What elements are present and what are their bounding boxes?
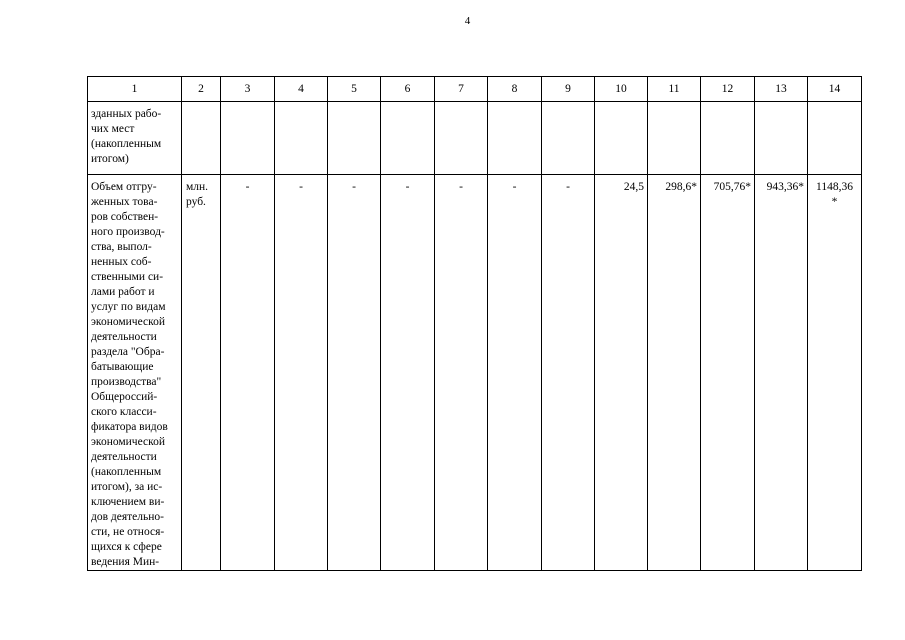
data-table [87,76,862,571]
value-cell: - [381,175,435,571]
value-cell [648,102,701,175]
column-header: 11 [648,77,701,102]
value-cell: - [221,175,275,571]
indicator-text: ров собствен- [91,211,159,223]
indicator-text: услуг по видам [91,301,166,313]
indicator-text: чих мест [91,123,135,135]
value-cell: - [275,175,328,571]
table-row [88,175,862,571]
indicator-text: батывающие [91,361,154,373]
value-cell: - [328,175,381,571]
column-header: 10 [595,77,648,102]
value-cell [381,102,435,175]
column-header: 12 [701,77,755,102]
column-header: 8 [488,77,542,102]
indicator-text: экономической [91,436,165,448]
value-cell [488,102,542,175]
value-cell: - [488,175,542,571]
page-number: 4 [464,15,471,27]
indicator-text: зданных рабо- [91,108,162,120]
indicator-text: итогом) [91,153,129,165]
table-row [88,102,862,175]
column-header: 6 [381,77,435,102]
value-cell [701,102,755,175]
indicator-text: сти, не относя- [91,526,165,538]
value-cell [328,102,381,175]
unit-cell [182,102,221,175]
column-header: 13 [755,77,808,102]
value-text: 1148,36 [816,181,853,193]
value-text: * [831,196,838,208]
indicator-text: лами работ и [91,286,155,298]
unit-cell [182,175,221,571]
value-cell [435,102,488,175]
indicator-text: итогом), за ис- [91,481,163,493]
column-header: 14 [808,77,862,102]
column-header: 5 [328,77,381,102]
indicator-text: ключением ви- [91,496,165,508]
indicator-text: женных това- [91,196,158,208]
indicator-text: ства, выпол- [91,241,152,253]
value-cell: 943,36* [755,175,808,571]
indicator-text: раздела "Обра- [91,346,165,358]
value-cell [221,102,275,175]
value-cell [542,102,595,175]
indicator-text: ведения Мин- [91,556,160,568]
value-cell [275,102,328,175]
indicator-cell [88,175,182,571]
indicator-text: ского класси- [91,406,157,418]
value-cell: - [542,175,595,571]
column-header: 1 [88,77,182,102]
indicator-text: (накопленным [91,466,162,478]
column-header: 7 [435,77,488,102]
indicator-text: фикатора видов [91,421,168,433]
indicator-text: Общероссий- [91,391,158,403]
indicator-text: экономической [91,316,165,328]
indicator-text: деятельности [91,331,157,343]
column-header: 2 [182,77,221,102]
indicator-text: дов деятельно- [91,511,164,523]
column-header: 3 [221,77,275,102]
value-cell: 24,5 [595,175,648,571]
indicator-cell [88,102,182,175]
indicator-text: ного производ- [91,226,165,238]
column-header: 4 [275,77,328,102]
column-header: 9 [542,77,595,102]
indicator-text: производства" [91,376,162,388]
indicator-text: щихся к сфере [91,541,162,553]
value-cell [808,102,862,175]
value-cell [595,102,648,175]
indicator-text: ненных соб- [91,256,152,268]
unit-text: млн. [186,181,209,193]
unit-text: руб. [186,196,206,208]
value-cell: 298,6* [648,175,701,571]
value-cell [808,175,862,571]
indicator-text: Объем отгру- [91,181,157,193]
value-cell [755,102,808,175]
indicator-text: (накопленным [91,138,162,150]
value-cell: - [435,175,488,571]
indicator-text: ственными си- [91,271,164,283]
value-cell: 705,76* [701,175,755,571]
indicator-text: деятельности [91,451,157,463]
header-row [88,77,862,102]
